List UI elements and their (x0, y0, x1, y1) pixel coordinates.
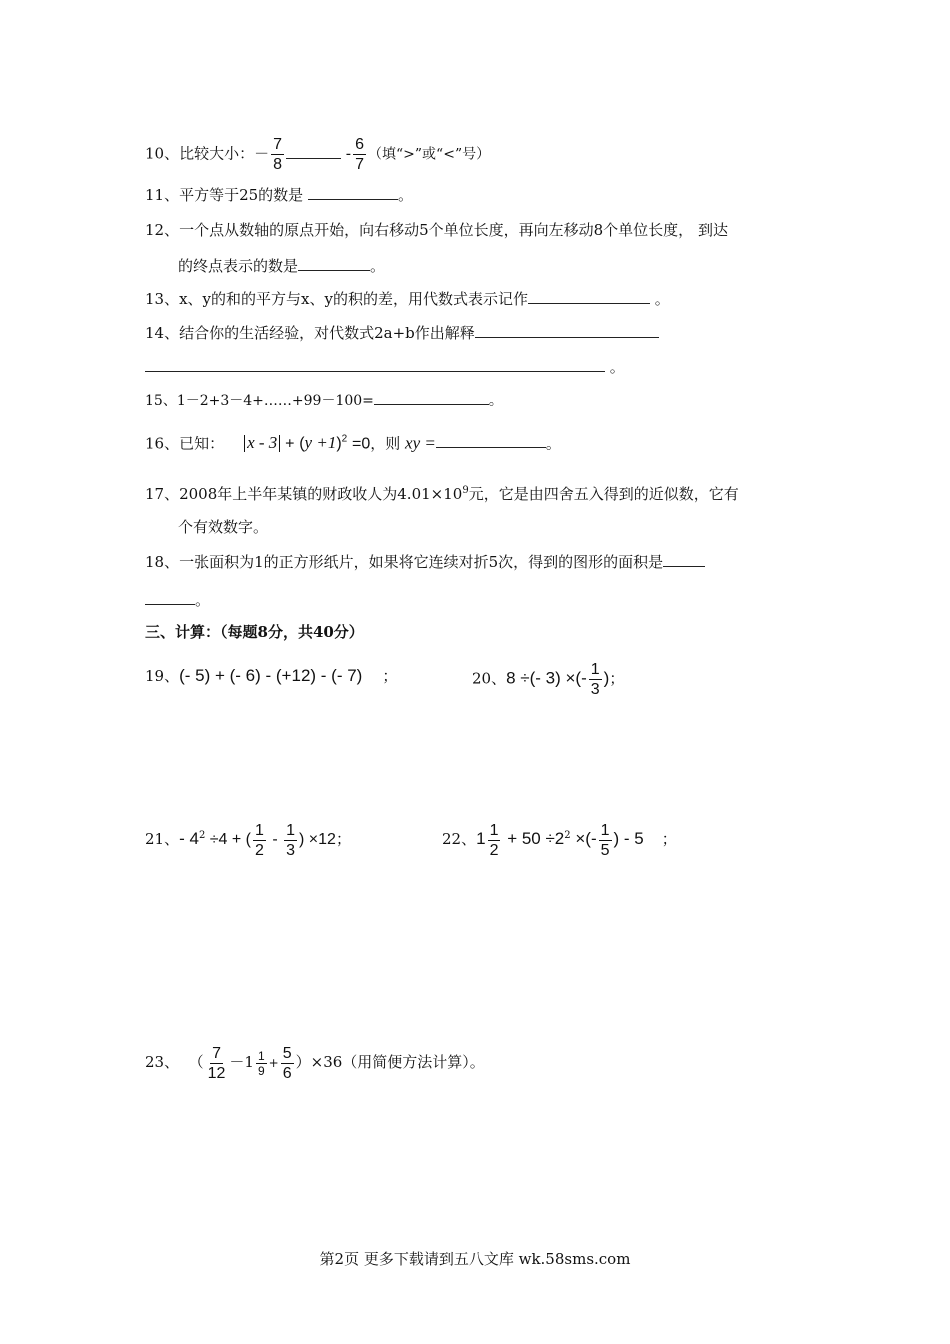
fraction: $\frac{7}{12}$ (207, 1044, 226, 1082)
answer-blank (145, 357, 605, 372)
answer-blank (286, 144, 341, 159)
question-23: 23、 （ $\frac{7}{12}$ －1 $\frac{1}{9}$ + $\frac{5}{6}$ ）×36（用简便方法计算）。 (145, 1044, 485, 1082)
answer-blank (298, 256, 370, 271)
fraction: $\frac{1}{9}$ (257, 1048, 265, 1078)
answer-blank (475, 323, 659, 338)
question-17: 17、2008年上半年某镇的财政收人为$4.01\times 10^9$元，它是由四舍五入得到的近似数，它有 (145, 485, 739, 503)
section-title: 三、计算：（每题8分，共40分） (145, 623, 364, 641)
answer-blank (663, 552, 705, 567)
question-16: 16、已知： $x - 3 + (y +1)^2 =0$，则 xy = 。 (145, 433, 561, 453)
question-18: 18、一张面积为1的正方形纸片，如果将它连续对折5次，得到的图形的面积是 (145, 552, 705, 572)
fraction: $\frac{1}{3}$ (590, 661, 600, 698)
fraction: $\frac{6}{7}$ (355, 136, 365, 173)
fraction: $\frac{1}{2}$ (489, 821, 499, 859)
question-12-line2: 的终点表示的数是 。 (178, 257, 386, 275)
answer-blank (436, 433, 546, 448)
answer-blank (145, 590, 195, 605)
question-22: 22、1 $\frac{1}{2}$ + $50 \div 2^2$ ×(- $\frac{1}{5}$ ) - 5 ； (442, 821, 677, 859)
question-10: 10、比较大小：－ $\frac{7}{8}$ - $\frac{6}{7}$ （填“>”或“<”号） (145, 136, 491, 173)
absolute-value: x - 3 (244, 435, 280, 452)
question-20: 20、8 ÷(- 3) ×(- $\frac{1}{3}$ )； (472, 661, 625, 698)
page-footer: 第2页 更多下载请到五八文库 wk.58sms.com (319, 1250, 631, 1268)
question-18-line2: 。 (145, 590, 210, 610)
squared-term: $(y +1)^2$ (299, 433, 348, 453)
answer-blank (308, 185, 398, 200)
question-17-line2: 个有效数字。 (178, 518, 269, 536)
question-14-line2: 。 (145, 357, 625, 377)
fraction: $\frac{1}{3}$ (286, 821, 296, 859)
answer-blank (528, 289, 650, 304)
question-13: 13、x、y的和的平方与x、y的积的差，用代数式表示记作 。 (145, 290, 670, 308)
question-12: 12、一个点从数轴的原点开始，向右移动5个单位长度，再向左移动8个单位长度， 到达 (145, 221, 728, 239)
fraction: $\frac{5}{6}$ (282, 1044, 292, 1082)
fraction: $\frac{1}{5}$ (600, 821, 610, 859)
answer-blank (374, 390, 489, 405)
question-15: 15、1－2+3－4+……+99－100= 。 (145, 390, 503, 411)
question-14: 14、结合你的生活经验，对代数式2a+b作出解释 (145, 323, 659, 343)
question-19: 19、(- 5) + (- 6) - (+12) - (- 7) ； (145, 666, 398, 685)
question-11: 11、平方等于25的数是 。 (145, 186, 413, 204)
fraction: $\frac{7}{8}$ (273, 136, 282, 173)
fraction: $\frac{1}{2}$ (255, 821, 264, 859)
question-21: 21、- $4^2 \div 4$ + ( $\frac{1}{2}$ - $\frac{1}{3}$ ) ×12； (145, 821, 351, 859)
